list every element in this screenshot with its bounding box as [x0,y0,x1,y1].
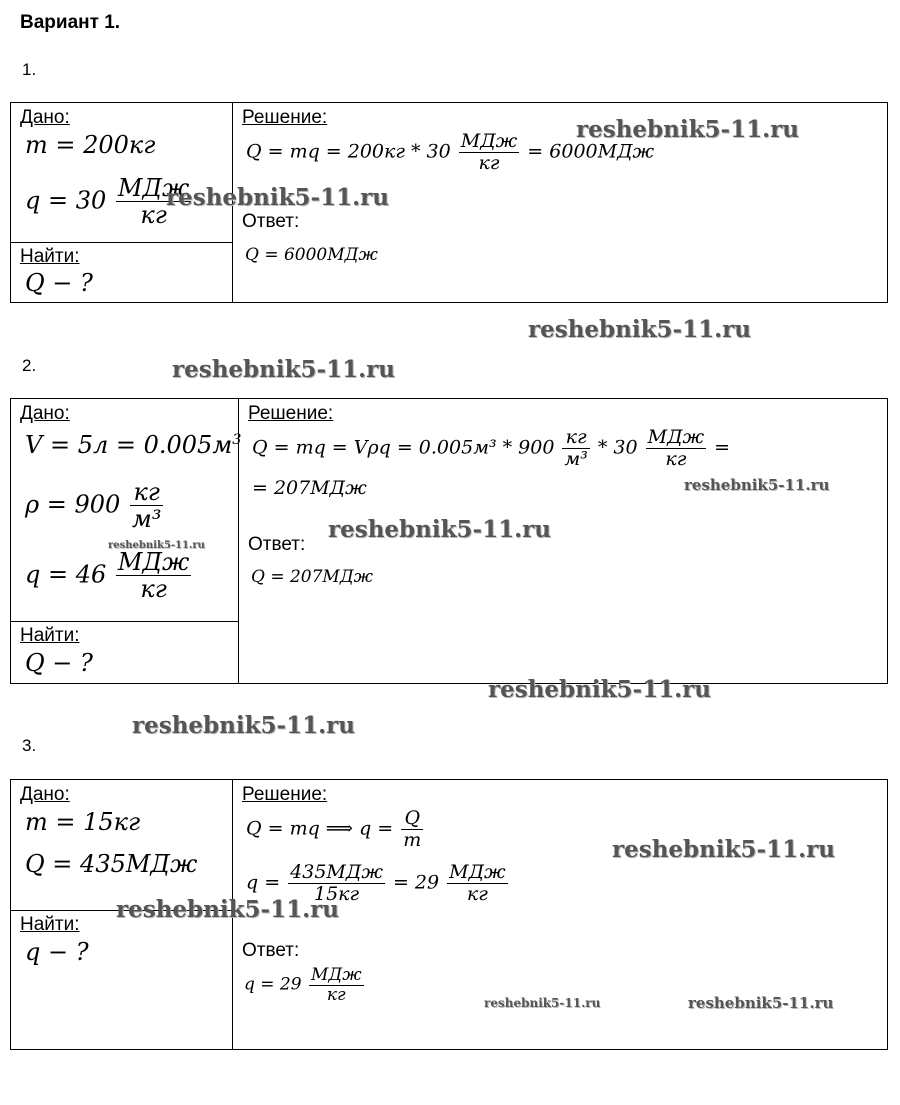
answer-label: Ответ: [248,534,306,555]
row-divider [11,242,232,243]
answer-label: Ответ: [242,211,300,232]
find-label: Найти: [20,914,80,935]
given-mass: m = 15кг [25,808,141,836]
find-value: q − ? [25,938,89,966]
find-value: Q − ? [25,269,93,297]
given-heat-value: q = 46 $\frac{\text{МДж}}{кг}$ [25,548,190,604]
watermark: reshebnik5-11.ru [328,516,551,543]
solution-result: = 207МДж [252,477,367,499]
watermark: reshebnik5-11.ru [528,316,751,343]
row-divider [11,621,238,622]
given-label: Дано: [20,107,70,128]
solution-equation: q = $\frac{\text{435МДж}}{15кг}$ = 29 $\frac{\text{МДж}}{кг}$ [246,861,506,905]
solution-label: Решение: [242,107,328,128]
solution-equation: Q = mq = Vρq = 0.005м³ * 900 $\frac{кг}{\text{м³}}$ * 30 $\frac{\text{МДж}}{кг}$ = [252,426,731,470]
problem-number: 2. [22,356,37,375]
solution-label: Решение: [242,784,328,805]
watermark: reshebnik5-11.ru [132,712,355,739]
problem-number: 1. [22,60,37,79]
given-label: Дано: [20,784,70,805]
watermark: reshebnik5-11.ru [576,116,799,143]
given-label: Дано: [20,403,70,424]
answer-value: q = 29 $\frac{\text{МДж}}{кг}$ [244,965,362,1005]
find-label: Найти: [20,246,80,267]
watermark: reshebnik5-11.ru [684,476,830,494]
watermark: reshebnik5-11.ru [688,994,834,1012]
given-heat: Q = 435МДж [25,850,198,878]
watermark: reshebnik5-11.ru [166,184,389,211]
solution-equation: Q = mq = 200кг * 30 $\frac{\text{МДж}}{кг}$ = 6000МДж [246,130,655,174]
given-heat-value: q = 30 $\frac{\text{МДж}}{кг}$ [25,174,190,230]
given-mass: m = 200кг [25,131,156,159]
answer-value: Q = 6000МДж [245,245,378,265]
solution-formula: Q = mq ⟹ q = $\frac{Q}{m}$ [246,807,422,851]
watermark: reshebnik5-11.ru [116,896,339,923]
watermark: reshebnik5-11.ru [484,996,601,1010]
answer-value: Q = 207МДж [251,567,373,587]
given-volume: $V = 5л = 0.005м^3$ [25,431,242,459]
solution-label: Решение: [248,403,334,424]
watermark: reshebnik5-11.ru [108,540,205,551]
find-label: Найти: [20,625,80,646]
watermark: reshebnik5-11.ru [172,356,395,383]
page-title: Вариант 1. [20,12,121,33]
problem-number: 3. [22,736,37,755]
find-value: Q − ? [25,649,93,677]
watermark: reshebnik5-11.ru [488,676,711,703]
answer-label: Ответ: [242,940,300,961]
watermark: reshebnik5-11.ru [612,836,835,863]
given-density: ρ = 900 $\frac{кг}{\text{м³}}$ [25,478,162,534]
